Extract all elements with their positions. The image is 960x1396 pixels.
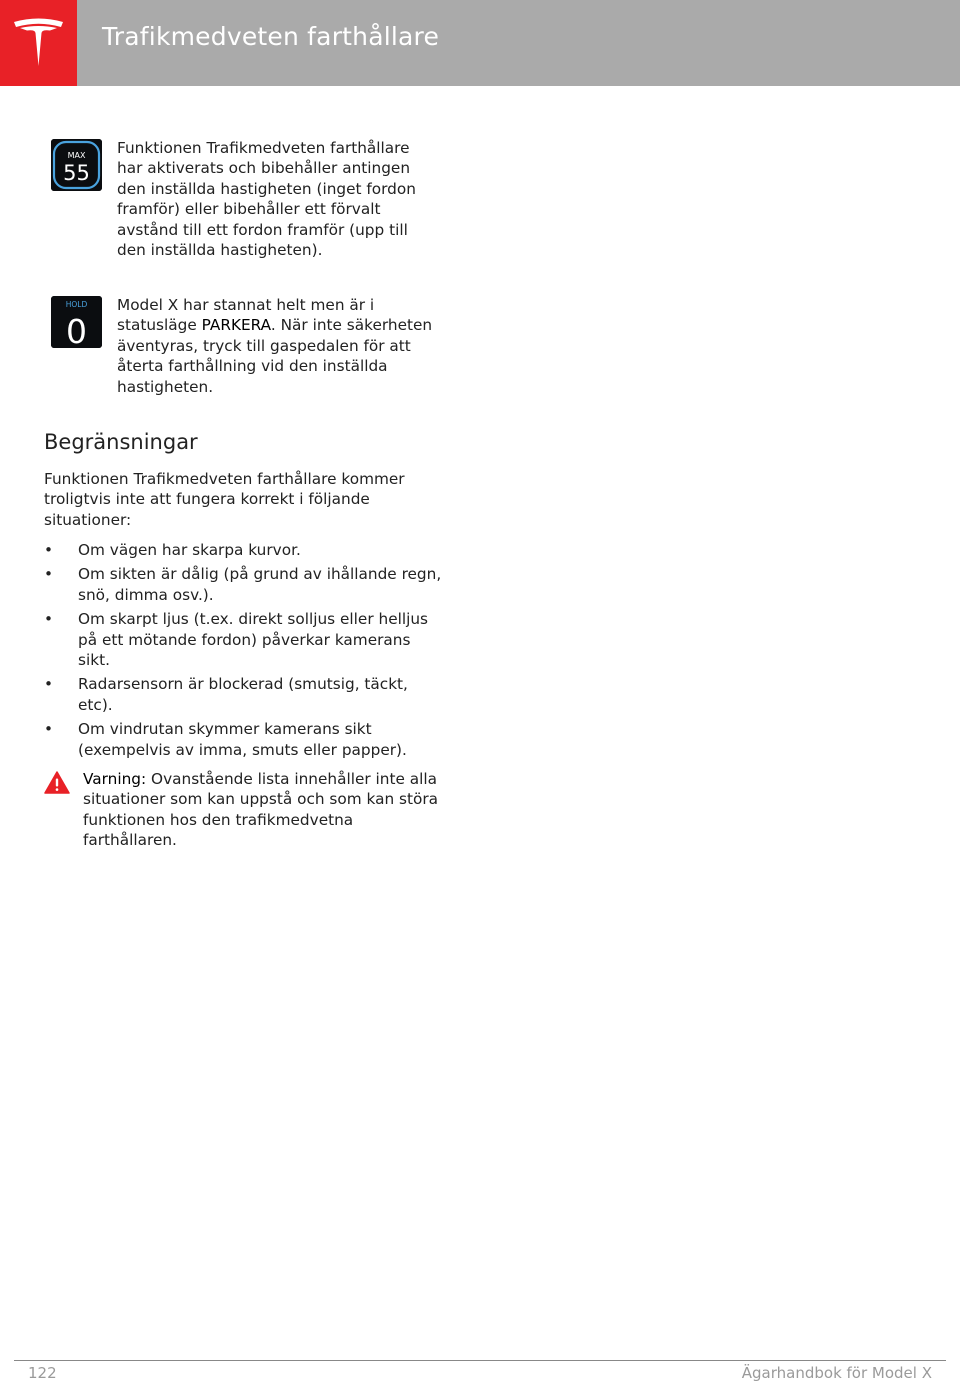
- warning-text: [83, 769, 443, 851]
- hold-text-after: . När inte säkerheten äventyras, tryck till gaspedalen för att återta farthållning vid den inställda hastigheten.: [117, 316, 433, 396]
- hold-icon-block: [51, 296, 102, 348]
- hold-value: 0: [66, 312, 87, 348]
- bullet-dot: •: [44, 675, 54, 694]
- section-heading: Begränsningar: [44, 430, 198, 454]
- warning-triangle-icon: [44, 771, 70, 794]
- warning-label: Varning:: [83, 770, 147, 788]
- max-speed-description: Funktionen Trafikmedveten farthållare har aktiverats och bibehåller antingen den inställda hastigheten (inget fordon framför) eller bibehåller ett förvalt avstånd till ett fordon framför (upp till den inställda hastigheten).: [117, 139, 416, 260]
- list-item: • Om vägen har skarpa kurvor.: [44, 541, 301, 559]
- page-title: Trafikmedveten farthållare: [102, 22, 440, 51]
- hold-description: [117, 295, 437, 397]
- section-intro: Funktionen Trafikmedveten farthållare kommer troligtvis inte att fungera korrekt i följande situationer:: [44, 470, 405, 529]
- header-bar: [0, 0, 960, 86]
- tesla-logo-box: [0, 0, 77, 86]
- hold-icon: [51, 296, 102, 348]
- max-label: MAX: [67, 151, 86, 160]
- footer-title: Ägarhandbok för Model X: [741, 1364, 932, 1382]
- max-speed-icon: [51, 139, 102, 191]
- bullet-dot: •: [44, 720, 54, 739]
- park-status-label: PARKERA: [201, 316, 271, 335]
- max-speed-icon-block: [51, 139, 102, 191]
- bullet-dot: •: [44, 541, 54, 559]
- bullet-dot: •: [44, 610, 54, 629]
- list-item: • Om vindrutan skymmer kamerans sikt (exempelvis av imma, smuts eller papper).: [44, 720, 407, 759]
- max-value: 55: [63, 161, 90, 185]
- list-item: • Om sikten är dålig (på grund av ihållande regn, snö, dimma osv.).: [44, 565, 442, 604]
- warning-body: Ovanstående lista innehåller inte alla situationer som kan uppstå och som kan störa funktionen hos den trafikmedvetna farthållaren.: [83, 770, 439, 850]
- list-item: • Radarsensorn är blockerad (smutsig, täckt, etc).: [44, 675, 408, 714]
- footer-divider: [14, 1360, 946, 1361]
- hold-text-before: Model X har stannat helt men är i statusläge: [117, 296, 375, 335]
- tesla-logo-icon: [12, 16, 65, 70]
- list-item: • Om skarpt ljus (t.ex. direkt solljus eller helljus på ett mötande fordon) påverkar kamerans sikt.: [44, 610, 429, 670]
- bullet-dot: •: [44, 565, 54, 584]
- limitations-list: [44, 540, 444, 764]
- page-number: 122: [28, 1364, 57, 1382]
- hold-label: HOLD: [65, 300, 88, 309]
